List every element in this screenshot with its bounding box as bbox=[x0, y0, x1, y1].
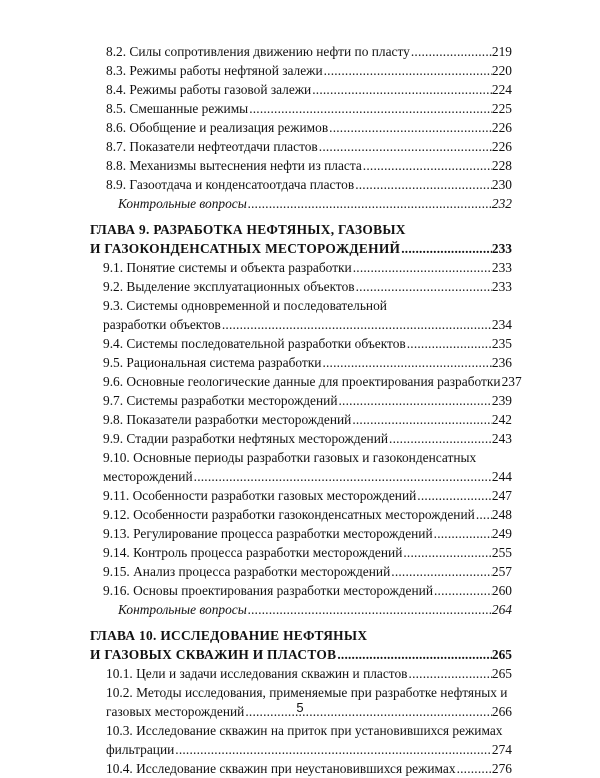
entry-title: 10.4. Исследование скважин при неустановившихся режимах bbox=[106, 761, 456, 776]
chapter-title: И ГАЗОВЫХ СКВАЖИН И ПЛАСТОВ bbox=[90, 647, 337, 662]
toc-row bbox=[0, 99, 600, 118]
toc-row bbox=[0, 118, 600, 137]
dot-leader bbox=[407, 334, 492, 353]
toc-entry[interactable] bbox=[103, 391, 512, 410]
page-ref: 237 bbox=[501, 374, 522, 389]
toc-row bbox=[0, 486, 600, 505]
chapter-title: И ГАЗОКОНДЕНСАТНЫХ МЕСТОРОЖДЕНИЙ bbox=[90, 241, 401, 256]
dot-leader bbox=[391, 562, 492, 581]
toc-entry[interactable] bbox=[103, 467, 512, 486]
toc-entry[interactable] bbox=[103, 505, 512, 524]
dot-leader bbox=[319, 137, 492, 156]
dot-leader bbox=[194, 467, 492, 486]
entry-title: 9.12. Особенности разработки газоконденсатных месторождений bbox=[103, 507, 475, 522]
page-ref: 220 bbox=[491, 63, 512, 78]
dot-leader bbox=[476, 505, 492, 524]
entry-title: 10.2. Методы исследования, применяемые при разработке нефтяных и bbox=[106, 685, 508, 700]
entry-title: 10.1. Цели и задачи исследования скважин и пластов bbox=[106, 666, 408, 681]
toc-entry[interactable] bbox=[103, 429, 512, 448]
toc-row bbox=[0, 721, 600, 740]
entry-title: месторождений bbox=[103, 469, 193, 484]
page-ref: 233 bbox=[491, 279, 512, 294]
dot-leader bbox=[411, 42, 492, 61]
page-ref: 257 bbox=[491, 564, 512, 579]
toc-entry[interactable] bbox=[103, 524, 512, 543]
page-ref: 230 bbox=[491, 177, 512, 192]
entry-title: 9.5. Рациональная система разработки bbox=[103, 355, 322, 370]
page-ref: 239 bbox=[491, 393, 512, 408]
dot-leader bbox=[356, 277, 492, 296]
entry-title: 9.10. Основные периоды разработки газовых и газоконденсатных bbox=[103, 450, 477, 465]
entry-title: 8.7. Показатели нефтеотдачи пластов bbox=[106, 139, 318, 154]
toc-row bbox=[0, 42, 600, 61]
toc-chapter-row bbox=[0, 239, 600, 258]
page-ref: 236 bbox=[491, 355, 512, 370]
page-ref: 243 bbox=[491, 431, 512, 446]
entry-title: 9.8. Показатели разработки месторождений bbox=[103, 412, 352, 427]
entry-title: 8.2. Силы сопротивления движению нефти по пласту bbox=[106, 44, 410, 59]
toc-row bbox=[0, 296, 600, 315]
dot-leader bbox=[409, 664, 492, 683]
toc-row bbox=[0, 277, 600, 296]
toc-entry[interactable] bbox=[103, 581, 512, 600]
toc-entry[interactable] bbox=[106, 42, 512, 61]
page-ref: 266 bbox=[491, 704, 512, 719]
toc-row bbox=[0, 467, 600, 486]
toc-row bbox=[0, 334, 600, 353]
page-ref: 248 bbox=[491, 507, 512, 522]
toc-chapter-row bbox=[0, 645, 600, 664]
page-ref: 235 bbox=[491, 336, 512, 351]
toc-row bbox=[0, 353, 600, 372]
dot-leader bbox=[389, 429, 492, 448]
entry-title: 8.9. Газоотдача и конденсатоотдача пластов bbox=[106, 177, 355, 192]
entry-title: 9.14. Контроль процесса разработки месторождений bbox=[103, 545, 403, 560]
dot-leader bbox=[434, 524, 492, 543]
page-ref: 224 bbox=[491, 82, 512, 97]
page-ref: 274 bbox=[491, 742, 512, 757]
toc-row bbox=[0, 61, 600, 80]
toc-row bbox=[0, 391, 600, 410]
toc-chapter-row bbox=[0, 626, 600, 645]
toc-entry[interactable] bbox=[103, 258, 512, 277]
entry-title: газовых месторождений bbox=[106, 704, 245, 719]
toc-row bbox=[0, 524, 600, 543]
toc-entry[interactable] bbox=[106, 80, 512, 99]
entry-title: 8.6. Обобщение и реализация режимов bbox=[106, 120, 329, 135]
page-ref: 226 bbox=[491, 120, 512, 135]
dot-leader bbox=[417, 486, 492, 505]
dot-leader bbox=[322, 353, 491, 372]
dot-leader bbox=[312, 80, 492, 99]
entry-title: Контрольные вопросы bbox=[118, 196, 247, 211]
toc-chapter-row bbox=[0, 220, 600, 239]
page-ref: 260 bbox=[491, 583, 512, 598]
entry-title: 8.8. Механизмы вытеснения нефти из пласта bbox=[106, 158, 362, 173]
toc-row bbox=[0, 156, 600, 175]
page-ref: 265 bbox=[491, 647, 512, 662]
toc-chapter-entry[interactable] bbox=[90, 239, 512, 258]
toc-entry[interactable] bbox=[118, 194, 512, 213]
entry-title: разработки объектов bbox=[103, 317, 221, 332]
toc-row bbox=[0, 543, 600, 562]
entry-title: 9.15. Анализ процесса разработки месторождений bbox=[103, 564, 391, 579]
page-ref: 244 bbox=[491, 469, 512, 484]
toc-row bbox=[0, 410, 600, 429]
page-ref: 276 bbox=[491, 761, 512, 776]
entry-title: 8.4. Режимы работы газовой залежи bbox=[106, 82, 312, 97]
entry-title: 9.4. Системы последовательной разработки объектов bbox=[103, 336, 406, 351]
toc-entry[interactable] bbox=[106, 118, 512, 137]
page-ref: 226 bbox=[491, 139, 512, 154]
dot-leader bbox=[329, 118, 492, 137]
dot-leader bbox=[403, 543, 492, 562]
page-ref: 265 bbox=[491, 666, 512, 681]
entry-title: 8.3. Режимы работы нефтяной залежи bbox=[106, 63, 323, 78]
toc-entry[interactable] bbox=[106, 664, 512, 683]
toc-entry[interactable] bbox=[103, 315, 512, 334]
toc-row bbox=[0, 258, 600, 277]
dot-leader bbox=[352, 410, 492, 429]
toc-row bbox=[0, 664, 600, 683]
page-ref: 249 bbox=[491, 526, 512, 541]
toc-row bbox=[0, 137, 600, 156]
toc-entry[interactable] bbox=[106, 759, 512, 778]
dot-leader bbox=[249, 99, 492, 118]
toc-entry[interactable] bbox=[103, 277, 512, 296]
dot-leader bbox=[457, 759, 492, 778]
entry-title: 9.7. Системы разработки месторождений bbox=[103, 393, 338, 408]
section-gap bbox=[0, 213, 600, 220]
dot-leader bbox=[248, 600, 492, 619]
dot-leader bbox=[337, 645, 492, 664]
page-ref: 255 bbox=[491, 545, 512, 560]
toc-entry[interactable] bbox=[103, 353, 512, 372]
entry-title: 9.13. Регулирование процесса разработки месторождений bbox=[103, 526, 433, 541]
chapter-title: ГЛАВА 9. РАЗРАБОТКА НЕФТЯНЫХ, ГАЗОВЫХ bbox=[90, 222, 406, 237]
toc-row bbox=[0, 175, 600, 194]
entry-title: Контрольные вопросы bbox=[118, 602, 247, 617]
entry-title: 8.5. Смешанные режимы bbox=[106, 101, 249, 116]
toc-entry[interactable] bbox=[106, 61, 512, 80]
dot-leader bbox=[222, 315, 492, 334]
toc-row bbox=[0, 429, 600, 448]
page-ref: 233 bbox=[491, 241, 512, 256]
entry-title: 9.2. Выделение эксплуатационных объектов bbox=[103, 279, 355, 294]
dot-leader bbox=[248, 194, 492, 213]
toc-row bbox=[0, 448, 600, 467]
toc-entry[interactable] bbox=[103, 562, 512, 581]
entry-title: 9.9. Стадии разработки нефтяных месторождений bbox=[103, 431, 389, 446]
entry-title: 9.11. Особенности разработки газовых месторождений bbox=[103, 488, 417, 503]
toc-chapter-entry[interactable] bbox=[90, 645, 512, 664]
toc-row bbox=[0, 372, 600, 391]
toc-entry[interactable] bbox=[106, 175, 512, 194]
dot-leader bbox=[324, 61, 492, 80]
page-ref: 233 bbox=[491, 260, 512, 275]
page-ref: 228 bbox=[491, 158, 512, 173]
entry-title: 9.1. Понятие системы и объекта разработки bbox=[103, 260, 352, 275]
section-gap bbox=[0, 619, 600, 626]
page-ref: 219 bbox=[491, 44, 512, 59]
dot-leader bbox=[353, 258, 492, 277]
toc-row bbox=[0, 80, 600, 99]
dot-leader bbox=[355, 175, 492, 194]
toc-entry[interactable] bbox=[118, 600, 512, 619]
page-number: 5 bbox=[296, 700, 304, 715]
toc-entry[interactable] bbox=[103, 334, 512, 353]
dot-leader bbox=[401, 239, 492, 258]
toc-entry[interactable] bbox=[106, 99, 512, 118]
toc-row bbox=[0, 315, 600, 334]
page-ref: 247 bbox=[491, 488, 512, 503]
table-of-contents bbox=[0, 42, 600, 778]
entry-title: 9.3. Системы одновременной и последовательной bbox=[103, 298, 387, 313]
toc-entry[interactable] bbox=[103, 543, 512, 562]
page-ref: 232 bbox=[491, 196, 512, 211]
toc-row bbox=[0, 759, 600, 778]
toc-row bbox=[0, 581, 600, 600]
dot-leader bbox=[339, 391, 492, 410]
toc-entry[interactable] bbox=[106, 156, 512, 175]
page-ref: 264 bbox=[491, 602, 512, 617]
page-ref: 242 bbox=[491, 412, 512, 427]
toc-entry[interactable] bbox=[103, 410, 512, 429]
toc-entry[interactable] bbox=[103, 486, 512, 505]
toc-row bbox=[0, 194, 600, 213]
dot-leader bbox=[434, 581, 492, 600]
entry-title: 9.16. Основы проектирования разработки месторождений bbox=[103, 583, 433, 598]
entry-title: 10.3. Исследование скважин на приток при установившихся режимах bbox=[106, 723, 503, 738]
entry-title: фильтрации bbox=[106, 742, 175, 757]
toc-row bbox=[0, 505, 600, 524]
chapter-title: ГЛАВА 10. ИССЛЕДОВАНИЕ НЕФТЯНЫХ bbox=[90, 628, 368, 643]
toc-row bbox=[0, 600, 600, 619]
toc-row bbox=[0, 562, 600, 581]
dot-leader bbox=[363, 156, 492, 175]
page-ref: 234 bbox=[491, 317, 512, 332]
entry-title: 9.6. Основные геологические данные для проектирования разработки bbox=[103, 374, 501, 389]
toc-entry[interactable] bbox=[106, 137, 512, 156]
page-ref: 225 bbox=[491, 101, 512, 116]
toc-entry[interactable] bbox=[103, 372, 522, 391]
